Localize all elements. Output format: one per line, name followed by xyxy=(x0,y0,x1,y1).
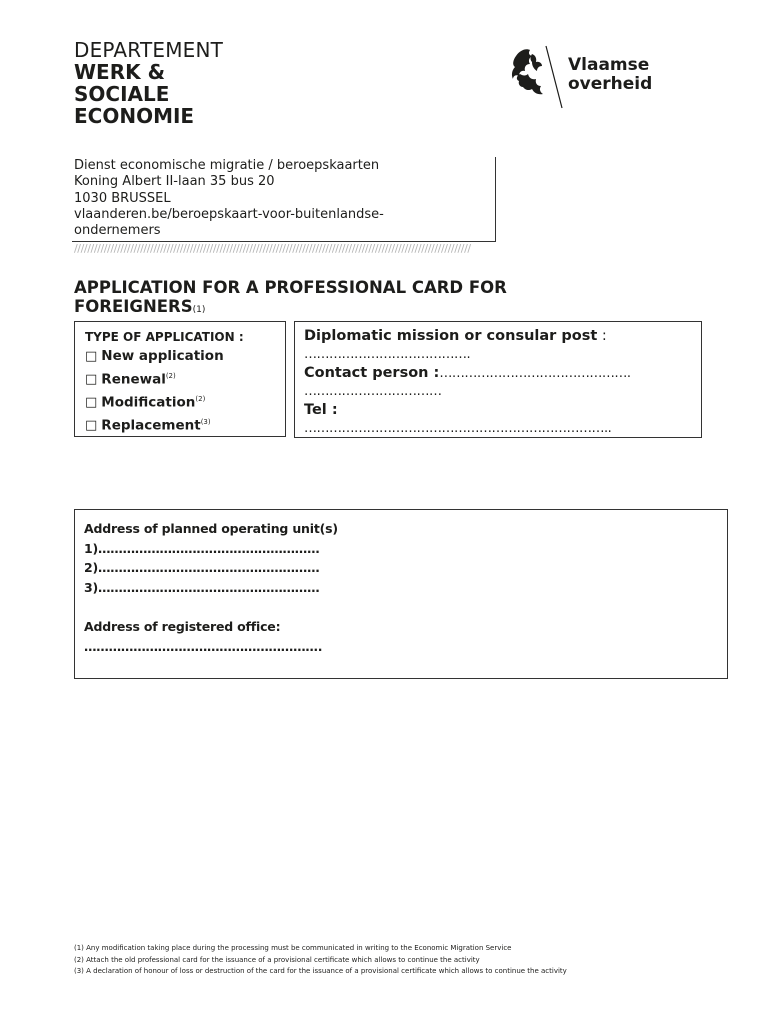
checkbox-replacement[interactable]: □ xyxy=(85,418,98,433)
unit-2-field[interactable]: 2)……………………………………………… xyxy=(84,560,320,576)
address-line-4: vlaanderen.be/beroepskaart-voor-buitenlandse- xyxy=(74,206,384,222)
option-replacement[interactable] xyxy=(85,413,275,436)
dept-line-3: SOCIALE xyxy=(74,82,170,106)
unit-3-field[interactable]: 3)……………………………………………… xyxy=(84,580,320,596)
option-new-application[interactable] xyxy=(85,347,275,367)
footnote-3: (3) A declaration of honour of loss or destruction of the card for the issuance of a provisional certificate which allows to continue the activity xyxy=(74,967,567,975)
checkbox-modification[interactable]: □ xyxy=(85,395,98,410)
option-modification[interactable] xyxy=(85,390,275,413)
option-replacement-note: (3) xyxy=(200,417,211,426)
mission-label: Diplomatic mission or consular post xyxy=(304,328,598,344)
address-line-3: 1030 BRUSSEL xyxy=(74,190,171,206)
contact-row xyxy=(304,364,692,383)
spacer xyxy=(84,598,718,617)
address-line-5: ondernemers xyxy=(74,223,161,239)
operating-unit-address-box xyxy=(74,509,728,679)
option-modification-note: (2) xyxy=(195,394,206,403)
footnote-1: (1) Any modification taking place during the processing must be communicated in writing to the Economic Migration Service xyxy=(74,944,512,952)
service-address xyxy=(74,158,494,239)
checkbox-new-application[interactable]: □ xyxy=(85,349,98,364)
footnotes xyxy=(74,943,567,978)
dept-line-1: DEPARTEMENT xyxy=(74,38,224,62)
tel-field[interactable]: ……………………………………………………………….. xyxy=(304,421,612,436)
office-label: Address of registered office: xyxy=(84,618,281,634)
form-title-footnote: (1) xyxy=(192,304,206,315)
option-replacement-label: Replacement xyxy=(101,417,201,433)
logo-line-2: overheid xyxy=(568,74,653,94)
department-name xyxy=(74,39,223,127)
diplomatic-mission-box xyxy=(294,321,702,438)
checkbox-renewal[interactable]: □ xyxy=(85,372,98,387)
form-title-text: APPLICATION FOR A PROFESSIONAL CARD FOR FOREIGNERS xyxy=(74,278,507,316)
address-line-1: Dienst economische migratie / beroepskaarten xyxy=(74,158,380,173)
contact-field-1[interactable]: ………………………………………. xyxy=(439,366,631,381)
logo-line-1: Vlaamse xyxy=(568,55,650,75)
unit-1-field[interactable]: 1)……………………………………………… xyxy=(84,540,320,556)
contact-label: Contact person : xyxy=(304,365,440,381)
option-renewal[interactable] xyxy=(85,367,275,390)
address-line-2: Koning Albert II-laan 35 bus 20 xyxy=(74,174,275,190)
application-type-header: TYPE OF APPLICATION : xyxy=(85,330,244,344)
option-modification-label: Modification xyxy=(101,394,196,410)
vlaamse-overheid-logo-text xyxy=(568,56,652,94)
tel-label: Tel : xyxy=(304,402,338,418)
contact-field-2[interactable]: …………………………… xyxy=(304,384,442,399)
form-title xyxy=(74,279,634,319)
mission-colon: : xyxy=(597,328,607,344)
footnote-2: (2) Attach the old professional card for the issuance of a provisional certificate which allows to continue the activity xyxy=(74,955,480,964)
office-field[interactable]: …………………………………………………. xyxy=(84,638,323,654)
application-type-box xyxy=(74,321,286,437)
units-label: Address of planned operating unit(s) xyxy=(84,521,338,536)
option-renewal-label: Renewal xyxy=(101,371,166,387)
hatch-divider: //////////////////////////////////////////////////////////////////////////////////////////////////////////////////////// xyxy=(74,242,471,255)
dept-line-2: WERK & xyxy=(74,60,166,84)
mission-label-row xyxy=(304,327,692,346)
mission-field[interactable]: …………………………………. xyxy=(304,347,471,362)
option-renewal-note: (2) xyxy=(165,371,176,380)
option-new-application-label: New application xyxy=(101,348,224,364)
dept-line-4: ECONOMIE xyxy=(74,104,195,128)
